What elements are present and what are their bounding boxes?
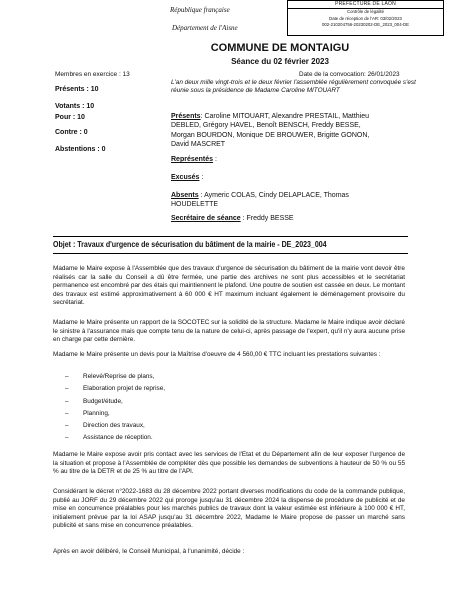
- objet-title: Objet : Travaux d'urgence de sécurisation du bâtiment de la mairie - DE_2023_004: [53, 240, 327, 249]
- presents-line2: DEBLED, Grégory HAVEL, Benoît BENSCH, Freddy BESSE,: [171, 122, 361, 130]
- presents-stat: Présents : 10: [55, 86, 99, 93]
- membres-stat: [55, 71, 130, 78]
- departement-text: Département de l'Aisne: [172, 24, 238, 32]
- presents-line1: : Caroline MITOUART, Alexandre PRESTAIL, Matthieu: [200, 113, 370, 120]
- list-item: – Elaboration projet de reprise,: [65, 385, 166, 393]
- representes-block: [171, 156, 217, 163]
- membres-text: Membres en exercice : 13: [55, 71, 130, 78]
- stamp-title: PREFECTURE DE LAON: [288, 1, 443, 9]
- absents-line2: HOUDELETTE: [171, 201, 219, 209]
- abstentions-stat: Abstentions : 0: [55, 146, 106, 153]
- contre-stat: Contre : 0: [55, 129, 88, 136]
- votants-stat: Votants : 10: [55, 103, 95, 110]
- presents-block: [171, 112, 416, 149]
- pour-stat: Pour : 10: [55, 114, 85, 121]
- list-item: – Direction des travaux,: [65, 422, 145, 430]
- secretaire-block: [171, 215, 294, 222]
- excuses-label: Excusés: [171, 174, 200, 181]
- intro-text: L'an deux mille vingt-trois et le deux février l'assemblée régulièrement convoquée s'est réunie sous la présidence de Madame Caroline MITOUART: [171, 79, 416, 94]
- objet-bottom-rule: [53, 253, 408, 254]
- paragraph-1: Madame le Maire expose à l'Assemblée que des travaux d'urgence de sécurisation du bâtiment de la mairie vont devoir être réalisés car la salle du Conseil a dû être fermée, une partie des archives ne sont plus accessibles et le secrétariat permanence est encombré par des étais qui maintiennent le plafond. Une poutre de soutien est cassée en deux. Le montant des travaux est estimé approximativement à 60 000 € HT maximum incluant également le déménagement provisoire du secrétariat.: [53, 265, 405, 307]
- paragraph-5: Considérant le décret n°2022-1683 du 28 décembre 2022 portant diverses modifications du code de la commande publique, publié au JORF du 29 décembre 2022 qui proroge jusqu'au 31 décembre 2024 la dispense de procédure de publicité et de mise en concurrence préalables pour les marchés publics de travaux dont la valeur estimée est inférieure à 100 000 € HT, initialement prévue par la loi ASAP jusqu'au 31 décembre 2022, Madame le Maire propose de passer un marché sans publicité et sans mise en concurrence préalables.: [53, 488, 405, 530]
- list-item: – Relevé/Reprise de plans,: [65, 373, 155, 380]
- list-item: – Budget/étude,: [65, 397, 123, 405]
- republique-text: République française: [170, 6, 230, 14]
- list-item: – Assistance de réception.: [65, 434, 153, 442]
- paragraph-2: Madame le Maire présente un rapport de la SOCOTEC sur la solidité de la structure. Madame le Maire indique avoir déclaré le sinistre à l'assurance mais que compte tenu de la nature de celui-ci, après passage de l'expert, qu'il n'y aura aucune prise en charge par cette dernière.: [53, 319, 405, 344]
- representes-label: Représentés: [171, 156, 214, 163]
- convocation-date: Date de la convocation: 26/01/2023: [299, 71, 400, 78]
- presents-label: Présents: [171, 113, 201, 120]
- secretaire-value: : Freddy BESSE: [240, 215, 294, 222]
- list-item: – Planning,: [65, 409, 110, 417]
- paragraph-4: Madame le Maire expose avoir pris contact avec les services de l'Etat et du Département afin de leur exposer l'urgence de la situation et propose à l'Assemblée de compléter dès que possible les demandes de subventions à hauteur de 50 % ou 55 % au titre de la DETR et de 25 % au titre de l'APl.: [53, 451, 405, 476]
- paragraph-3: Madame le Maire présente un devis pour la Maîtrise d'oeuvre de 4 560,00 € TTC incluant les prestations suivantes :: [53, 351, 381, 358]
- prestations-list: [65, 371, 165, 445]
- paragraph-6: Après en avoir délibéré, le Conseil Municipal, à l'unanimité, décide :: [53, 548, 245, 555]
- stamp-line3: 002-210204756-20230202-DE_2023_004-DE: [322, 22, 409, 27]
- absents-block: [171, 191, 416, 210]
- stamp-line1: Contrôle de légalité: [346, 9, 385, 14]
- secretaire-label: Secrétaire de séance: [171, 215, 241, 222]
- objet-top-rule: [53, 236, 408, 237]
- commune-title: COMMUNE DE MONTAIGU: [210, 42, 350, 54]
- prefecture-stamp: [287, 0, 444, 36]
- presents-line4: David MASCRET: [171, 140, 226, 148]
- absents-line1: : Aymeric COLAS, Cindy DELAPLACE, Thomas: [198, 192, 349, 199]
- excuses-block: [171, 174, 203, 181]
- excuses-value: :: [199, 174, 204, 181]
- stamp-line2: Date de réception de l'AR: 03/02/2023: [329, 15, 402, 21]
- presents-line3: Morgan BOURDON, Monique DE BROUWER, Brigitte GONON,: [171, 131, 370, 139]
- absents-label: Absents: [171, 192, 199, 199]
- representes-value: :: [213, 156, 217, 163]
- seance-date: Séance du 02 février 2023: [231, 57, 329, 66]
